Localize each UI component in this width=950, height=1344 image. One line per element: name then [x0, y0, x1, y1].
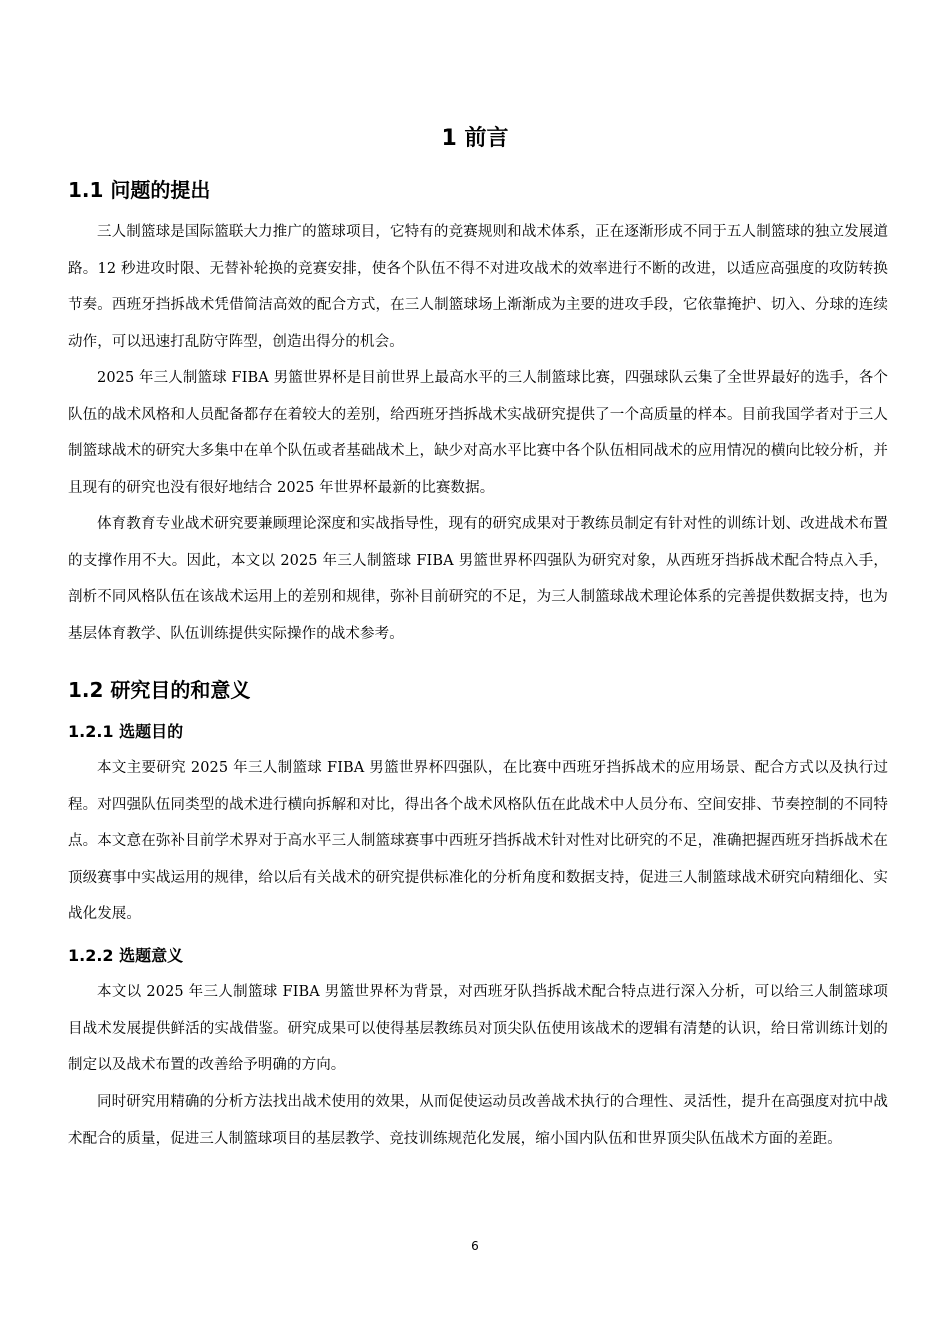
section-heading-1-1: 1.1 问题的提出 — [68, 178, 211, 202]
subsection-heading-1-2-1: 1.2.1 选题目的 — [68, 722, 184, 741]
paragraph: 本文以 2025 年三人制篮球 FIBA 男篮世界杯为背景，对西班牙队挡拆战术配合特点进行深入分析，可以给三人制篮球项目战术发展提供鲜活的实战借鉴。研究成果可以使得基层教练员对顶尖队伍使用该战术的逻辑有清楚的认识，给日常训练计划的制定以及战术布置的改善给予明确的方向。 — [68, 984, 888, 1073]
paragraph: 本文主要研究 2025 年三人制篮球 FIBA 男篮世界杯四强队，在比赛中西班牙挡拆战术的应用场景、配合方式以及执行过程。对四强队伍同类型的战术进行横向拆解和对比，得出各个战术风格队伍在此战术中人员分布、空间安排、节奏控制的不同特点。本文意在弥补目前学术界对于高水平三人制篮球赛事中西班牙挡拆战术针对性对比研究的不足，准确把握西班牙挡拆战术在顶级赛事中实战运用的规律，给以后有关战术的研究提供标准化的分析角度和数据支持，促进三人制篮球战术研究向精细化、实战化发展。 — [68, 760, 888, 922]
paragraph: 三人制篮球是国际篮联大力推广的篮球项目，它特有的竞赛规则和战术体系，正在逐渐形成不同于五人制篮球的独立发展道路。12 秒进攻时限、无替补轮换的竞赛安排，使各个队伍不得不对进攻战术的效率进行不断的改进，以适应高强度的攻防转换节奏。西班牙挡拆战术凭借简洁高效的配合方式，在三人制篮球场上渐渐成为主要的进攻手段，它依靠掩护、切入、分球的连续动作，可以迅速打乱防守阵型，创造出得分的机会。 — [68, 224, 888, 350]
chapter-title: 1 前言 — [441, 126, 509, 151]
page-number: 6 — [471, 1239, 479, 1253]
section-heading-1-2: 1.2 研究目的和意义 — [68, 678, 251, 702]
paragraph: 体育教育专业战术研究要兼顾理论深度和实战指导性，现有的研究成果对于教练员制定有针对性的训练计划、改进战术布置的支撑作用不大。因此，本文以 2025 年三人制篮球 FIBA 男篮世界杯四强队为研究对象，从西班牙挡拆战术配合特点入手，剖析不同风格队伍在该战术运用上的差别和规律，弥补目前研究的不足，为三人制篮球战术理论体系的完善提供数据支持，也为基层体育教学、队伍训练提供实际操作的战术参考。 — [68, 516, 888, 642]
subsection-heading-1-2-2: 1.2.2 选题意义 — [68, 946, 184, 965]
paragraph: 同时研究用精确的分析方法找出战术使用的效果，从而促使运动员改善战术执行的合理性、灵活性，提升在高强度对抗中战术配合的质量，促进三人制篮球项目的基层教学、竞技训练规范化发展，缩小国内队伍和世界顶尖队伍战术方面的差距。 — [68, 1094, 888, 1147]
paragraph: 2025 年三人制篮球 FIBA 男篮世界杯是目前世界上最高水平的三人制篮球比赛，四强球队云集了全世界最好的选手，各个队伍的战术风格和人员配备都存在着较大的差别，给西班牙挡拆战术实战研究提供了一个高质量的样本。目前我国学者对于三人制篮球战术的研究大多集中在单个队伍或者基础战术上，缺少对高水平比赛中各个队伍相同战术的应用情况的横向比较分析，并且现有的研究也没有很好地结合 2025 年世界杯最新的比赛数据。 — [68, 370, 888, 496]
